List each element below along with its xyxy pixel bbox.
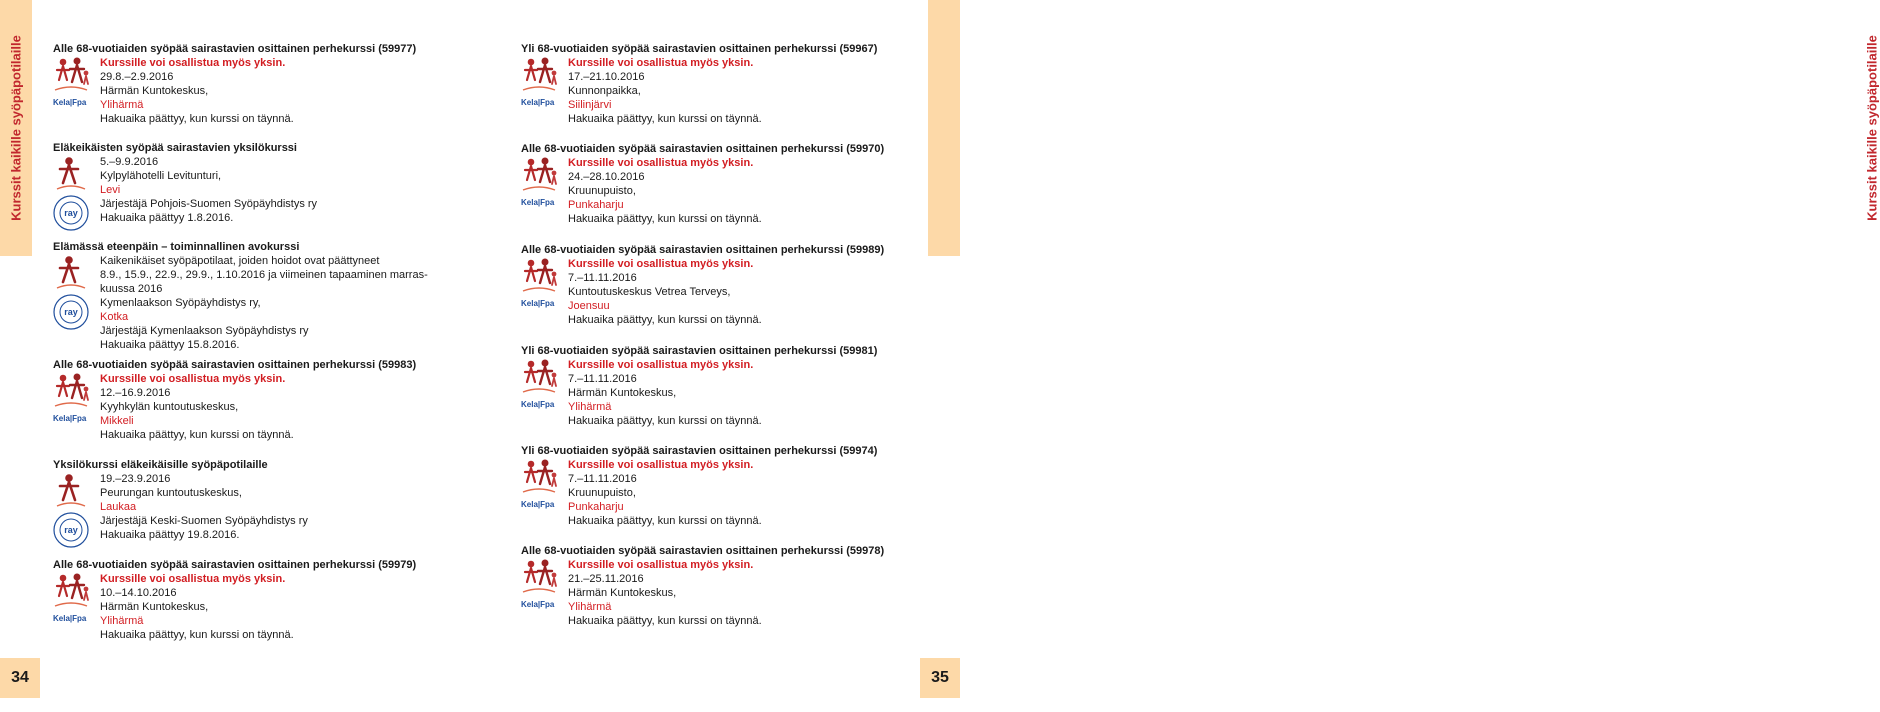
course-title: Alle 68-vuotiaiden syöpää sairastavien osittainen perhekurssi (59983): [53, 359, 417, 371]
course-audience: Kaikenikäiset syöpäpotilaat, joiden hoidot ovat päättyneet: [100, 255, 380, 267]
course-organizer: Järjestäjä Keski-Suomen Syöpäyhdistys ry: [100, 515, 308, 527]
course-deadline: Hakuaika päättyy, kun kurssi on täynnä.: [100, 113, 294, 125]
course-title: Alle 68-vuotiaiden syöpää sairastavien osittainen perhekurssi (59970): [521, 143, 885, 155]
svg-text:ray: ray: [64, 208, 78, 218]
side-tab-right: [928, 0, 1880, 256]
kela-logo: Kela|Fpa: [53, 414, 87, 423]
kela-logo: Kela|Fpa: [521, 98, 555, 107]
course-dates: 19.–23.9.2016: [100, 473, 171, 485]
kela-logo: Kela|Fpa: [53, 614, 87, 623]
side-label-left: Kurssit kaikille syöpäpotilaille: [8, 35, 24, 221]
family-icon: [53, 572, 89, 610]
course-deadline: Hakuaika päättyy 19.8.2016.: [100, 529, 240, 541]
course-note: Kurssille voi osallistua myös yksin.: [568, 559, 754, 571]
course-entry: [53, 240, 428, 351]
kela-logo: Kela|Fpa: [53, 98, 87, 107]
course-entry: [521, 42, 878, 125]
course-location: Kruunupuisto, Punkaharju: [568, 487, 636, 513]
family-icon: [521, 257, 557, 295]
course-deadline: Hakuaika päättyy, kun kurssi on täynnä.: [100, 629, 294, 641]
course-title: Yli 68-vuotiaiden syöpää sairastavien osittainen perhekurssi (59981): [521, 345, 878, 357]
ray-logo: [53, 195, 89, 231]
course-deadline: Hakuaika päättyy, kun kurssi on täynnä.: [568, 314, 762, 326]
course-note: Kurssille voi osallistua myös yksin.: [100, 373, 286, 385]
course-location: Kylpylähotelli Levitunturi, Levi: [100, 170, 222, 196]
course-deadline: Hakuaika päättyy 15.8.2016.: [100, 339, 240, 351]
course-deadline: Hakuaika päättyy, kun kurssi on täynnä.: [568, 113, 762, 125]
course-dates: 29.8.–2.9.2016: [100, 71, 174, 83]
kela-logo: Kela|Fpa: [521, 600, 555, 609]
course-dates: 7.–11.11.2016: [568, 272, 637, 284]
kela-logo: Kela|Fpa: [521, 299, 555, 308]
course-location: Härmän Kuntokeskus, Ylihärmä: [568, 587, 677, 613]
course-note: Kurssille voi osallistua myös yksin.: [568, 359, 754, 371]
course-organizer: Järjestäjä Kymenlaakson Syöpäyhdistys ry: [100, 325, 309, 337]
ray-logo: [53, 512, 89, 548]
course-dates: 24.–28.10.2016: [568, 171, 645, 183]
ray-logo: [53, 294, 89, 330]
course-dates: 7.–11.11.2016: [568, 373, 637, 385]
course-entry: [521, 344, 878, 427]
side-tab-left: [0, 0, 32, 256]
course-title: Yli 68-vuotiaiden syöpää sairastavien osittainen perhekurssi (59967): [521, 43, 878, 55]
course-entry: [53, 358, 417, 441]
family-icon: [521, 558, 557, 596]
course-entry: [53, 42, 417, 125]
course-title: Eläkeikäisten syöpää sairastavien yksilökurssi: [53, 142, 297, 154]
page-number-right: 35: [920, 658, 960, 698]
course-deadline: Hakuaika päättyy 1.8.2016.: [100, 212, 234, 224]
course-location: Härmän Kuntokeskus, Ylihärmä: [568, 387, 677, 413]
family-icon: [521, 458, 557, 496]
course-dates: 8.9., 15.9., 22.9., 29.9., 1.10.2016 ja viimeinen tapaaminen marras-: [100, 269, 428, 281]
course-note: Kurssille voi osallistua myös yksin.: [568, 459, 754, 471]
family-icon: [521, 358, 557, 396]
side-label-right: Kurssit kaikille syöpäpotilaille: [1864, 35, 1880, 221]
course-entry: [53, 458, 308, 541]
family-icon: [521, 56, 557, 94]
course-location: Peurungan kuntoutuskeskus, Laukaa: [100, 487, 242, 513]
course-title: Alle 68-vuotiaiden syöpää sairastavien osittainen perhekurssi (59989): [521, 244, 885, 256]
svg-text:ray: ray: [64, 525, 78, 535]
person-icon: [53, 155, 89, 193]
course-location: Kuntoutuskeskus Vetrea Terveys, Joensuu: [568, 286, 731, 312]
course-deadline: Hakuaika päättyy, kun kurssi on täynnä.: [568, 213, 762, 225]
course-title: Elämässä eteenpäin – toiminnallinen avokurssi: [53, 241, 300, 253]
svg-text:ray: ray: [64, 307, 78, 317]
course-title: Alle 68-vuotiaiden syöpää sairastavien osittainen perhekurssi (59979): [53, 559, 417, 571]
course-note: Kurssille voi osallistua myös yksin.: [568, 157, 754, 169]
kela-logo: Kela|Fpa: [521, 400, 555, 409]
family-icon: [521, 156, 557, 194]
family-icon: [53, 372, 89, 410]
course-location: Kruunupuisto, Punkaharju: [568, 185, 636, 211]
course-deadline: Hakuaika päättyy, kun kurssi on täynnä.: [568, 515, 762, 527]
course-entry: [521, 444, 878, 527]
course-note: Kurssille voi osallistua myös yksin.: [568, 258, 754, 270]
course-dates: 17.–21.10.2016: [568, 71, 645, 83]
person-icon: [53, 472, 89, 510]
course-title: Alle 68-vuotiaiden syöpää sairastavien osittainen perhekurssi (59978): [521, 545, 885, 557]
course-note: Kurssille voi osallistua myös yksin.: [100, 57, 286, 69]
course-dates: 12.–16.9.2016: [100, 387, 171, 399]
course-deadline: Hakuaika päättyy, kun kurssi on täynnä.: [568, 615, 762, 627]
course-entry: [521, 243, 885, 326]
course-entry: [53, 558, 417, 641]
page-number-left: 34: [0, 658, 40, 698]
course-dates: 5.–9.9.2016: [100, 156, 159, 168]
course-dates-cont: kuussa 2016: [100, 283, 163, 295]
course-location: Härmän Kuntokeskus, Ylihärmä: [100, 85, 209, 111]
course-entry: [521, 544, 885, 627]
course-note: Kurssille voi osallistua myös yksin.: [100, 573, 286, 585]
course-location: Kunnonpaikka, Siilinjärvi: [568, 85, 641, 111]
course-deadline: Hakuaika päättyy, kun kurssi on täynnä.: [568, 415, 762, 427]
course-location: Kyyhkylän kuntoutuskeskus, Mikkeli: [100, 401, 239, 427]
course-entry: [53, 141, 318, 224]
course-location: Härmän Kuntokeskus, Ylihärmä: [100, 601, 209, 627]
kela-logo: Kela|Fpa: [521, 198, 555, 207]
course-title: Yli 68-vuotiaiden syöpää sairastavien osittainen perhekurssi (59974): [521, 445, 878, 457]
course-dates: 7.–11.11.2016: [568, 473, 637, 485]
course-dates: 21.–25.11.2016: [568, 573, 644, 585]
course-organizer: Järjestäjä Pohjois-Suomen Syöpäyhdistys ry: [100, 198, 318, 210]
course-location: Kymenlaakson Syöpäyhdistys ry, Kotka: [100, 297, 261, 323]
course-note: Kurssille voi osallistua myös yksin.: [568, 57, 754, 69]
course-deadline: Hakuaika päättyy, kun kurssi on täynnä.: [100, 429, 294, 441]
course-dates: 10.–14.10.2016: [100, 587, 177, 599]
course-title: Alle 68-vuotiaiden syöpää sairastavien osittainen perhekurssi (59977): [53, 43, 417, 55]
course-title: Yksilökurssi eläkeikäisille syöpäpotilaille: [53, 459, 268, 471]
family-icon: [53, 56, 89, 94]
course-entry: [521, 142, 885, 225]
person-icon: [53, 254, 89, 292]
kela-logo: Kela|Fpa: [521, 500, 555, 509]
